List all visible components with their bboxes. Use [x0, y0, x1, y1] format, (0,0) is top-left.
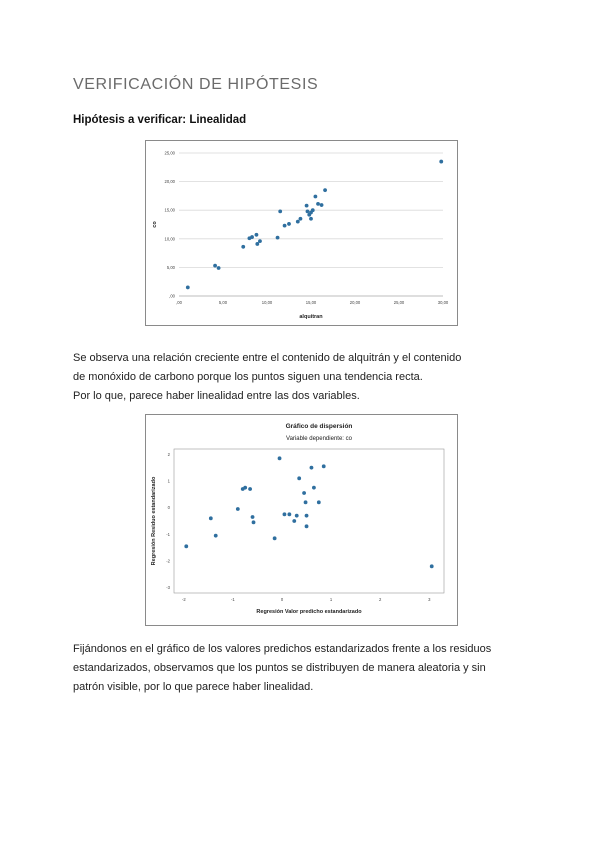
paragraph1-line-1: Se observa una relación creciente entre el contenido de alquitrán y el contenido	[73, 352, 462, 364]
y-tick-label: 5,00	[166, 264, 175, 270]
data-point	[243, 486, 247, 490]
chart-title: Gráfico de dispersión	[285, 423, 353, 430]
x-axis-label: Regresión Valor predicho estandarizado	[256, 609, 362, 615]
paragraph2-line-3: patrón visible, por lo que parece haber linealidad.	[73, 681, 314, 693]
x-tick-label: 5,00	[218, 300, 228, 305]
y-tick-label: 25,00	[164, 150, 175, 156]
x-tick-label: -2	[181, 597, 186, 602]
hypothesis-heading: Hipótesis a verificar: Linealidad	[73, 114, 247, 126]
data-point	[236, 507, 240, 511]
y-tick-label: 20,00	[164, 179, 175, 185]
data-point	[314, 195, 318, 199]
y-tick-label: ,00	[169, 293, 175, 299]
x-tick-label: 1	[329, 597, 333, 602]
data-point	[299, 217, 303, 221]
data-point	[287, 222, 291, 226]
data-point	[316, 202, 320, 206]
data-point	[287, 512, 291, 516]
scatter-chart-alquitran-co	[145, 140, 458, 326]
data-point	[322, 464, 326, 468]
data-point	[310, 466, 314, 470]
data-point	[213, 264, 217, 268]
x-tick-label: 2	[379, 597, 382, 602]
data-point	[317, 500, 321, 504]
paragraph1-line-2: de monóxido de carbono porque los puntos siguen una tendencia recta.	[73, 371, 423, 383]
data-point	[304, 500, 308, 504]
x-axis-label: alquitran	[299, 314, 323, 320]
data-point	[311, 208, 315, 212]
y-axis-label: Regresión Residuo estandarizado	[151, 476, 157, 566]
plot-frame	[174, 449, 444, 593]
y-tick-label: 2	[167, 451, 170, 457]
data-point	[306, 209, 310, 213]
y-tick-label: 1	[167, 478, 170, 484]
data-point	[186, 286, 190, 290]
x-tick-label: 15,00	[305, 300, 317, 305]
data-point	[217, 266, 221, 270]
data-point	[255, 242, 259, 246]
y-tick-label: -2	[166, 558, 170, 564]
data-point	[258, 239, 262, 243]
scatter-chart-2-svg	[146, 415, 457, 625]
x-tick-label: 10,00	[261, 300, 273, 305]
y-tick-label: 0	[167, 505, 170, 511]
x-tick-label: 20,00	[349, 300, 361, 305]
data-point	[312, 486, 316, 490]
data-point	[276, 236, 280, 240]
y-tick-label: -3	[166, 585, 170, 591]
data-point	[278, 209, 282, 213]
data-point	[309, 217, 313, 221]
data-point	[305, 524, 309, 528]
data-point	[251, 515, 255, 519]
x-tick-label: -1	[231, 597, 235, 602]
x-tick-label: 0	[280, 597, 284, 602]
y-tick-label: 10,00	[164, 236, 175, 242]
data-point	[295, 514, 299, 518]
data-point	[184, 544, 188, 548]
section-title: VERIFICACIÓN DE HIPÓTESIS	[73, 76, 319, 93]
data-point	[320, 203, 324, 207]
data-point	[241, 245, 245, 249]
data-point	[255, 233, 259, 237]
y-tick-label: 15,00	[164, 207, 175, 213]
x-tick-label: 3	[428, 597, 431, 602]
paragraph1-line-3: Por lo que, parece haber linealidad entre las dos variables.	[73, 390, 360, 402]
paragraph2-line-2: estandarizados, observamos que los puntos se distribuyen de manera aleatoria y sin	[73, 662, 486, 674]
data-point	[297, 476, 301, 480]
data-point	[252, 520, 256, 524]
data-point	[209, 516, 213, 520]
data-point	[214, 534, 218, 538]
data-point	[283, 512, 287, 516]
data-point	[273, 536, 277, 540]
data-point	[439, 160, 443, 164]
data-point	[278, 456, 282, 460]
paragraph-linearity-observation	[73, 349, 533, 406]
data-point	[302, 491, 306, 495]
scatter-chart-1-svg	[146, 141, 457, 325]
data-point	[323, 188, 327, 192]
data-point	[248, 487, 252, 491]
data-point	[305, 514, 309, 518]
data-point	[296, 220, 300, 224]
paragraph-residual-observation	[73, 640, 533, 697]
y-axis-label: co	[152, 221, 158, 228]
paragraph2-line-1: Fijándonos en el gráfico de los valores predichos estandarizados frente a los residuos	[73, 643, 492, 655]
x-tick-label: 25,00	[393, 300, 405, 305]
data-point	[305, 204, 309, 208]
chart-subtitle: Variable dependiente: co	[286, 436, 352, 442]
data-point	[430, 564, 434, 568]
y-tick-label: -1	[166, 531, 170, 537]
data-point	[292, 519, 296, 523]
data-point	[250, 235, 254, 239]
residual-scatter-chart	[145, 414, 458, 626]
data-point	[283, 224, 287, 228]
x-tick-label: 30,00	[437, 300, 449, 305]
x-tick-label: ,00	[176, 300, 182, 305]
